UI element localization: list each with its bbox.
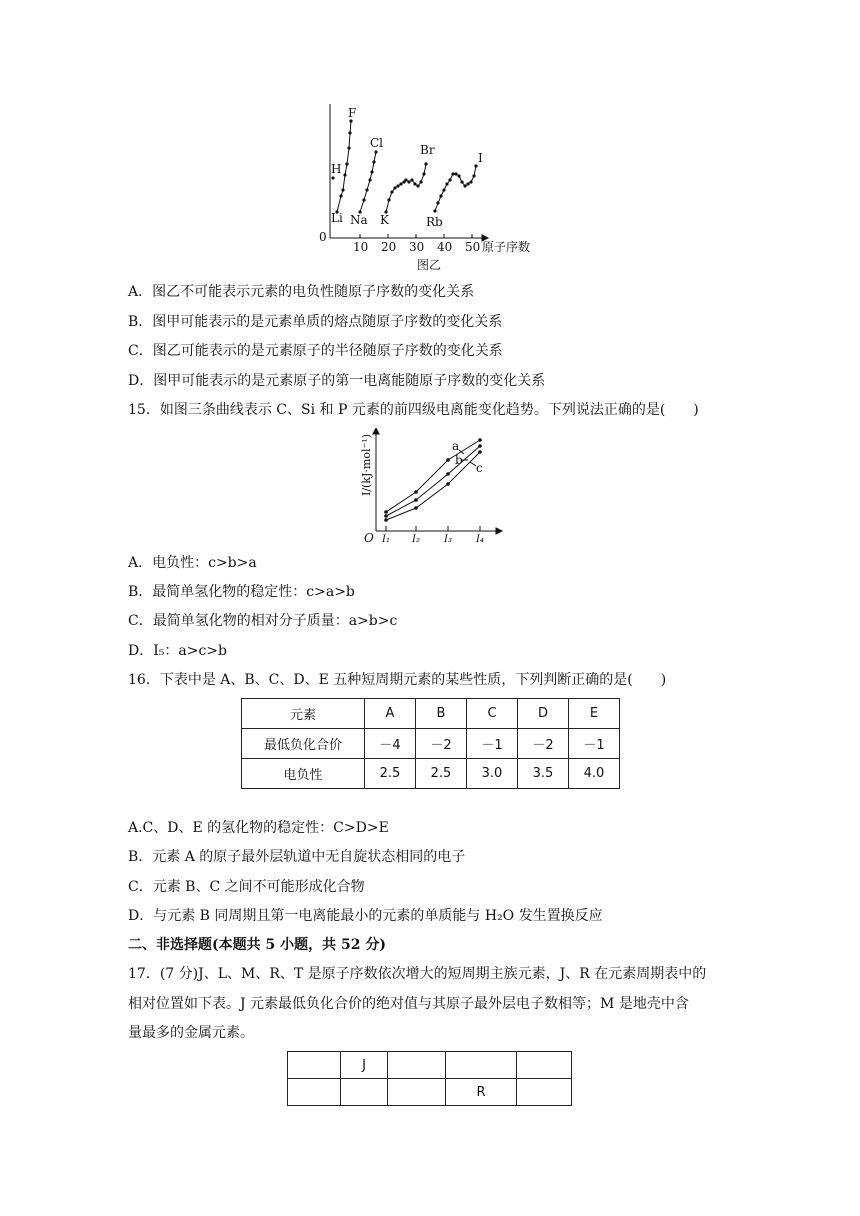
fig-yi-x-label: 原子序数	[482, 240, 531, 254]
fig-yi-tick-30: 30	[409, 240, 425, 254]
q16-cell: －1	[569, 729, 620, 759]
q17-cell	[288, 1052, 341, 1079]
q16-cell: 3.0	[467, 759, 518, 789]
q15-option-b: B．最简单氢化物的稳定性：c>a>b	[128, 584, 355, 600]
q16-cell: －2	[416, 729, 467, 759]
q14-option-d: D．图甲可能表示的是元素原子的第一电离能随原子序数的变化关系	[128, 373, 546, 389]
q15-stem: 15．如图三条曲线表示 C、Si 和 P 元素的前四级电离能变化趋势。下列说法正确的是( )	[128, 402, 699, 418]
fig-yi-label-Br: Br	[420, 143, 435, 157]
q16-cell: 4.0	[569, 759, 620, 789]
q16-cell: 2.5	[416, 759, 467, 789]
q16-table	[241, 698, 620, 789]
q17-cell: R	[446, 1079, 517, 1106]
q16-header-cell: D	[518, 699, 569, 729]
q16-stem: 16．下表中是 A、B、C、D、E 五种短周期元素的某些性质，下列判断正确的是( )	[128, 672, 667, 688]
figure-yi	[310, 100, 550, 275]
fig-yi-tick-20: 20	[381, 240, 397, 254]
q17-cell	[388, 1052, 446, 1079]
q17-cell	[517, 1052, 572, 1079]
q15-label-b: b	[455, 453, 463, 467]
fig-yi-curve-period4	[386, 164, 426, 212]
q14-option-c: C．图乙可能表示的是元素原子的半径随原子序数的变化关系	[128, 343, 503, 359]
q16-cell: 最低负化合价	[242, 729, 365, 759]
q16-header-cell: B	[416, 699, 467, 729]
fig-yi-label-Cl: Cl	[370, 136, 384, 150]
q15-curve-b	[386, 446, 480, 516]
q15-tick-i4: I₄	[476, 534, 484, 545]
q15-tick-i2: I₂	[412, 534, 420, 545]
q16-option-c: C．元素 B、C 之间不可能形成化合物	[128, 879, 365, 895]
section-2-title: 二、非选择题(本题共 5 小题，共 52 分)	[128, 937, 386, 953]
q15-x-arrow	[496, 528, 502, 534]
q17-cell	[388, 1079, 446, 1106]
fig-yi-label-F: F	[348, 106, 357, 120]
q17-cell	[288, 1079, 341, 1106]
q16-header-cell: C	[467, 699, 518, 729]
fig-yi-tick-50: 50	[465, 240, 481, 254]
fig-yi-label-Rb: Rb	[426, 215, 443, 229]
q16-option-a: A.C、D、E 的氢化物的稳定性：C>D>E	[128, 820, 389, 836]
q17-cell: J	[341, 1052, 388, 1079]
fig-yi-tick-10: 10	[353, 240, 369, 254]
q14-option-a: A．图乙不可能表示元素的电负性随原子序数的变化关系	[128, 284, 475, 300]
fig-yi-tick-40: 40	[437, 240, 453, 254]
q16-cell: 3.5	[518, 759, 569, 789]
fig-yi-caption: 图乙	[417, 258, 442, 272]
fig-yi-label-H: H	[331, 162, 342, 176]
fig-yi-label-I: I	[478, 151, 483, 165]
q15-option-c: C．最简单氢化物的相对分子质量：a>b>c	[128, 613, 398, 629]
q16-cell: 电负性	[242, 759, 365, 789]
q15-y-arrow	[373, 428, 379, 434]
q17-line-3: 量最多的金属元素。	[128, 1025, 254, 1041]
q17-cell	[517, 1079, 572, 1106]
q17-cell	[341, 1079, 388, 1106]
q17-periodic-table-fragment	[287, 1051, 572, 1106]
fig-yi-label-K: K	[380, 213, 389, 227]
q15-option-a: A．电负性：c>b>a	[128, 555, 257, 571]
q17-line-2: 相对位置如下表。J 元素最低负化合价的绝对值与其原子最外层电子数相等；M 是地壳中含	[128, 996, 689, 1012]
q15-tick-i3: I₃	[444, 534, 452, 545]
q16-cell: －4	[365, 729, 416, 759]
q16-option-d: D．与元素 B 同周期且第一电离能最小的元素的单质能与 H₂O 发生置换反应	[128, 908, 603, 924]
q15-label-a: a	[452, 439, 460, 453]
q15-y-label: I/(kJ·mol⁻¹)	[360, 434, 373, 496]
q14-option-b: B．图甲可能表示的是元素单质的熔点随原子序数的变化关系	[128, 314, 503, 330]
fig-yi-origin: 0	[319, 230, 327, 244]
q17-cell	[446, 1052, 517, 1079]
q16-header-cell: E	[569, 699, 620, 729]
q16-cell: －1	[467, 729, 518, 759]
q17-line-1: 17．(7 分)J、L、M、R、T 是原子序数依次增大的短周期主族元素，J、R 在元素周期表中的	[128, 966, 707, 982]
figure-q15	[352, 428, 507, 548]
q16-option-b: B．元素 A 的原子最外层轨道中无自旋状态相同的电子	[128, 849, 466, 865]
q15-option-d: D．I₅：a>c>b	[128, 643, 227, 659]
q16-header-cell: A	[365, 699, 416, 729]
q15-origin: O	[364, 531, 374, 545]
q15-curve-a	[386, 440, 480, 512]
q16-header-cell: 元素	[242, 699, 365, 729]
q15-tick-i1: I₁	[382, 534, 390, 545]
q15-label-c: c	[476, 461, 483, 475]
q16-cell: －2	[518, 729, 569, 759]
fig-yi-label-Li: Li	[331, 211, 343, 225]
fig-yi-label-Na: Na	[350, 213, 368, 227]
q16-cell: 2.5	[365, 759, 416, 789]
